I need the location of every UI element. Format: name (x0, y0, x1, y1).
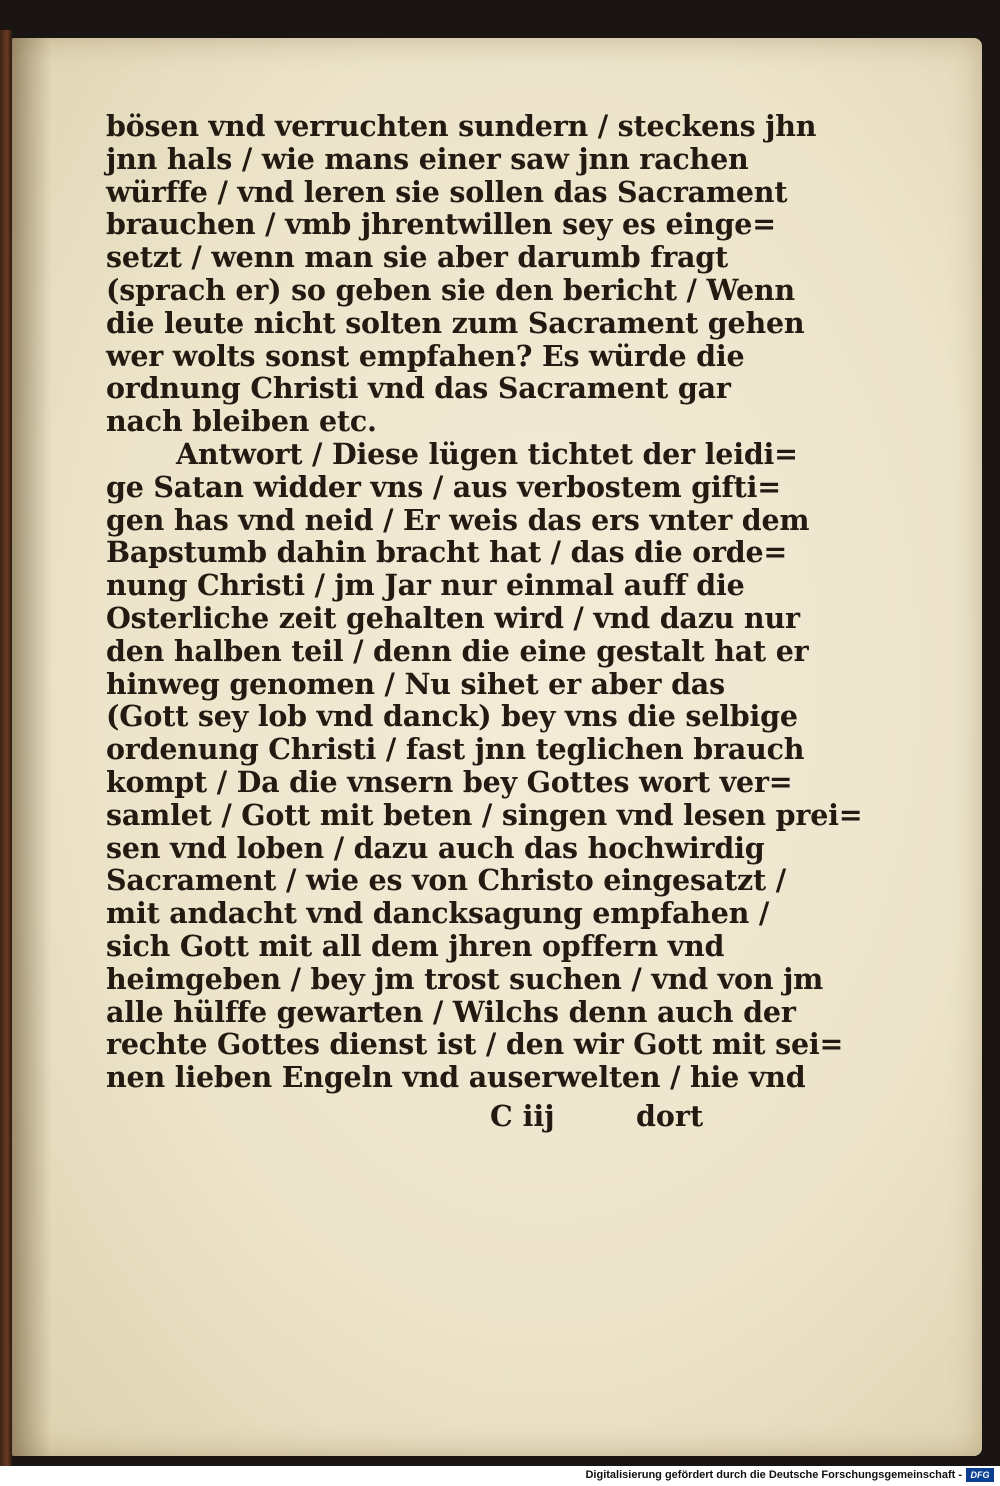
text-line: hinweg genomen / Nu sihet er aber das (106, 666, 725, 701)
text-line: den halben teil / denn die eine gestalt hat er (106, 633, 809, 668)
text-line: sen vnd loben / dazu auch das hochwirdig (106, 830, 765, 865)
signature-mark: C iij (490, 1099, 555, 1133)
page-text (106, 109, 863, 1095)
text-line: würffe / vnd leren sie sollen das Sacrament (106, 174, 788, 209)
text-line: setzt / wenn man sie aber darumb fragt (106, 240, 729, 275)
text-line: samlet / Gott mit beten / singen vnd lesen prei= (106, 797, 863, 832)
text-line: (Gott sey lob vnd danck) bey vns die selbige (106, 699, 798, 734)
page-gutter-shadow (12, 38, 52, 1456)
text-line: alle hülffe gewarten / Wilchs denn auch der (106, 994, 796, 1029)
text-line-paragraph-start: Antwort / Diese lügen tichtet der leidi= (176, 436, 798, 471)
text-line: nung Christi / jm Jar nur einmal auff die (106, 568, 745, 603)
text-line: ge Satan widder vns / aus verbostem gifti= (106, 469, 781, 504)
text-line: brauchen / vmb jhrentwillen sey es einge= (106, 207, 776, 242)
text-line: kompt / Da die vnsern bey Gottes wort ver= (106, 764, 793, 799)
text-line: ordnung Christi vnd das Sacrament gar (106, 371, 731, 406)
dfg-logo: DFG (966, 1468, 994, 1482)
text-line: (sprach er) so geben sie den bericht / Wenn (106, 272, 795, 307)
book-spine (0, 30, 12, 1466)
text-line: jnn hals / wie mans einer saw jnn rachen (106, 141, 749, 176)
text-line: ordenung Christi / fast jnn teglichen brauch (106, 732, 805, 767)
text-line: sich Gott mit all dem jhren opffern vnd (106, 928, 725, 963)
text-line: heimgeben / bey jm trost suchen / vnd von jm (106, 961, 824, 996)
text-line: Osterliche zeit gehalten wird / vnd dazu nur (106, 600, 800, 635)
text-line: wer wolts sonst empfahen? Es würde die (106, 338, 745, 373)
text-line: gen has vnd neid / Er weis das ers vnter dem (106, 502, 810, 537)
text-line: rechte Gottes dienst ist / den wir Gott mit sei= (106, 1027, 844, 1062)
funding-credit: Digitalisierung gefördert durch die Deutsche Forschungsgemeinschaft - (585, 1469, 962, 1481)
text-line: Sacrament / wie es von Christo eingesatzt / (106, 863, 786, 898)
text-line: die leute nicht solten zum Sacrament gehen (106, 305, 805, 340)
text-line: nach bleiben etc. (106, 404, 377, 439)
catchword: dort (636, 1099, 704, 1133)
text-line: nen lieben Engeln vnd auserwelten / hie vnd (106, 1060, 806, 1095)
text-line: Bapstumb dahin bracht hat / das die orde= (106, 535, 788, 570)
text-line: mit andacht vnd dancksagung empfahen / (106, 896, 770, 931)
text-line: bösen vnd verruchten sundern / steckens jhn (106, 109, 817, 143)
